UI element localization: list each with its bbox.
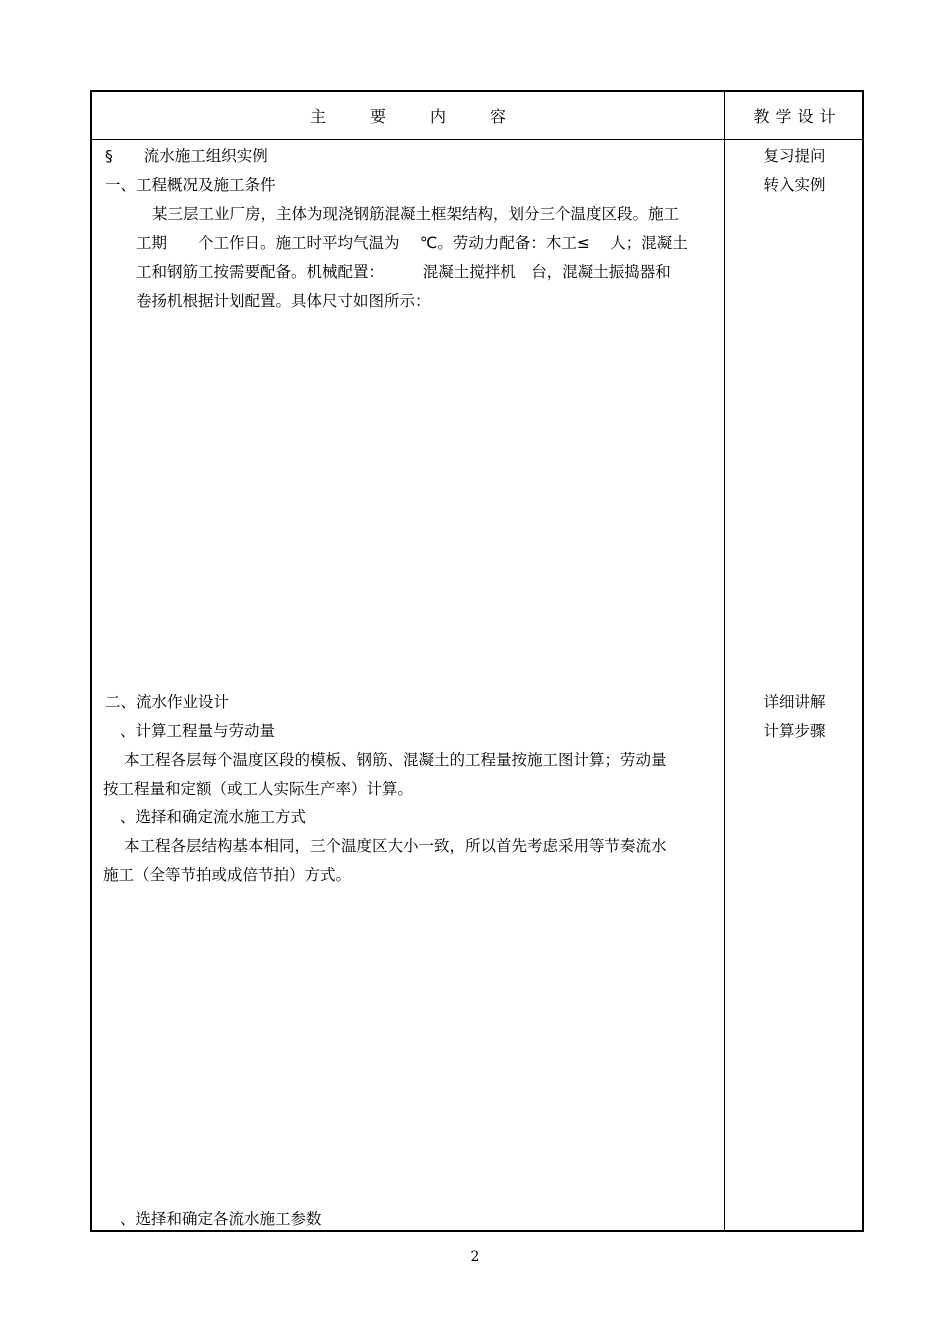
header-main-content xyxy=(92,92,724,139)
section2-heading: 二、流水作业设计 xyxy=(105,693,230,711)
section-marker-line: § 流水施工组织实例 xyxy=(105,147,268,165)
subsection-heading: 、计算工程量与劳动量 xyxy=(120,722,276,740)
header-char: 主 xyxy=(309,107,326,126)
section1-para-line: 卷扬机根据计划配置。具体尺寸如图所示： xyxy=(136,292,431,310)
section2-para-line: 本工程各层每个温度区段的模板、钢筋、混凝土的工程量按施工图计算；劳动量 xyxy=(124,751,667,769)
side-note: 转入实例 xyxy=(763,176,826,194)
header-char: 内 xyxy=(430,107,447,126)
section2-para-line: 本工程各层结构基本相同，三个温度区大小一致，所以首先考虑采用等节奏流水 xyxy=(124,837,667,855)
side-note: 详细讲解 xyxy=(763,693,826,711)
section2-para-line: 施工（全等节拍或成倍节拍）方式。 xyxy=(103,866,352,884)
header-char: 要 xyxy=(369,107,386,126)
header-divider xyxy=(92,139,862,140)
subsection-heading: 、选择和确定流水施工方式 xyxy=(120,808,307,826)
section1-para-line: 某三层工业厂房，主体为现浇钢筋混凝土框架结构，划分三个温度区段。施工 xyxy=(152,205,680,223)
header-teaching-design: 教学设计 xyxy=(753,107,842,126)
section1-heading: 一、工程概况及施工条件 xyxy=(105,176,276,194)
header-char: 容 xyxy=(490,107,507,126)
column-divider xyxy=(724,92,725,1230)
section1-para-line: 工和钢筋工按需要配备。机械配置： 混凝土搅拌机 台，混凝土振捣器和 xyxy=(136,263,671,281)
section2-para-line: 按工程量和定额（或工人实际生产率）计算。 xyxy=(103,780,414,798)
side-note: 计算步骤 xyxy=(763,722,826,740)
section1-para-line: 工期 个工作日。施工时平均气温为 ℃。劳动力配备：木工≤ 人；混凝土 xyxy=(136,234,688,252)
page-number: 2 xyxy=(470,1249,480,1265)
side-note: 复习提问 xyxy=(763,147,826,165)
subsection-heading: 、选择和确定各流水施工参数 xyxy=(120,1210,322,1228)
lesson-table xyxy=(90,90,864,1232)
